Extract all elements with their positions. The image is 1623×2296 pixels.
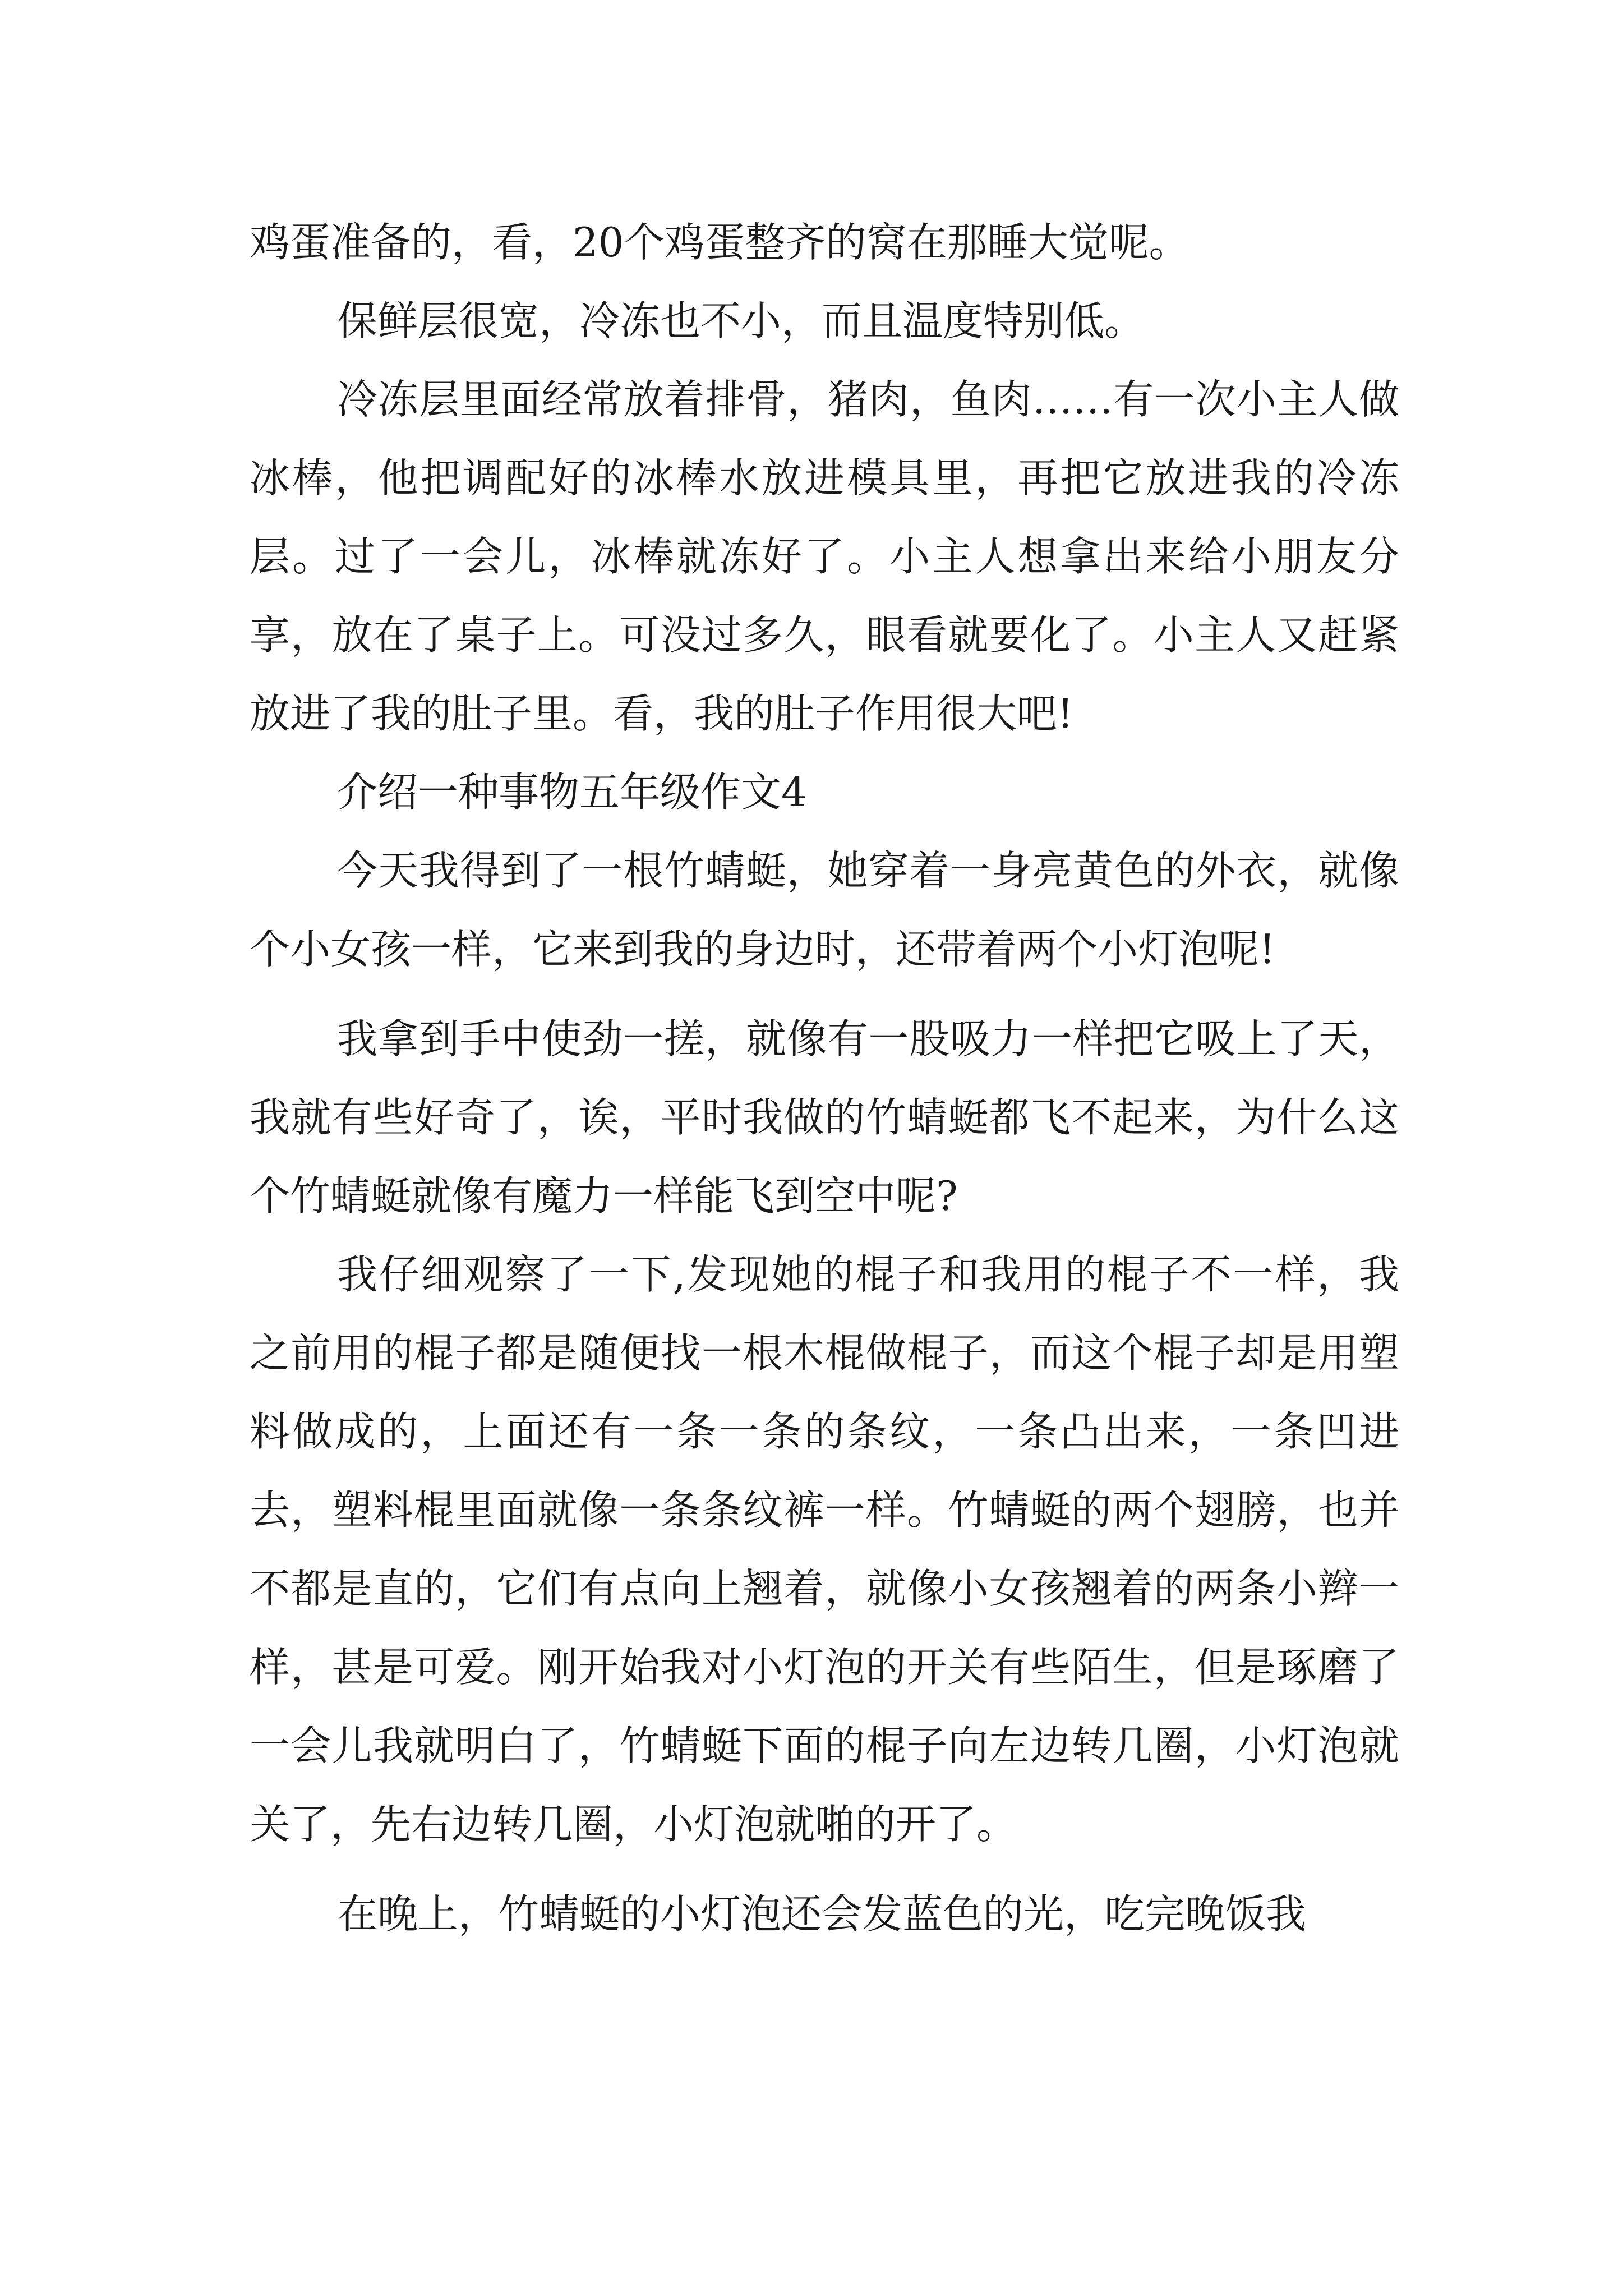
paragraph-bamboo-dragonfly-flight: 我拿到手中使劲一搓，就像有一股吸力一样把它吸上了天，我就有些好奇了，诶，平时我做的竹蜻蜓都飞不起来，为什么这个竹蜻蜓就像有魔力一样能飞到空中呢? [250, 1015, 1399, 1220]
paragraph-bamboo-dragonfly-intro: 今天我得到了一根竹蜻蜓，她穿着一身亮黄色的外衣，就像个小女孩一样，它来到我的身边时，还带着两个小灯泡呢! [250, 847, 1399, 973]
document-body [250, 203, 1399, 1953]
paragraph-bamboo-dragonfly-night: 在晚上，竹蜻蜓的小灯泡还会发蓝色的光，吃完晚饭我 [337, 1890, 1307, 1938]
paragraph-fridge-layers: 保鲜层很宽，冷冻也不小，而且温度特别低。 [337, 297, 1145, 344]
paragraph-continued: 鸡蛋准备的，看，20个鸡蛋整齐的窝在那睡大觉呢。 [250, 219, 1189, 266]
paragraph-freezer-popsicle: 冷冻层里面经常放着排骨，猪肉，鱼肉……有一次小主人做冰棒，他把调配好的冰棒水放进模具里，再把它放进我的冷冻层。过了一会儿，冰棒就冻好了。小主人想拿出来给小朋友分享，放在了桌子上。可没过多久，眼看就要化了。小主人又赶紧放进了我的肚子里。看，我的肚子作用很大吧! [250, 376, 1399, 737]
essay-heading: 介绍一种事物五年级作文4 [337, 769, 807, 816]
paragraph-bamboo-dragonfly-details: 我仔细观察了一下,发现她的棍子和我用的棍子不一样，我之前用的棍子都是随便找一根木棍做棍子，而这个棍子却是用塑料做成的，上面还有一条一条的条纹，一条凸出来，一条凹进去，塑料棍里面就像一条条纹裤一样。竹蜻蜓的两个翅膀，也并不都是直的，它们有点向上翘着，就像小女孩翘着的两条小辫一样，甚是可爱。刚开始我对小灯泡的开关有些陌生，但是琢磨了一会儿我就明白了，竹蜻蜓下面的棍子向左边转几圈，小灯泡就关了，先右边转几圈，小灯泡就啪的开了。 [250, 1251, 1399, 1848]
